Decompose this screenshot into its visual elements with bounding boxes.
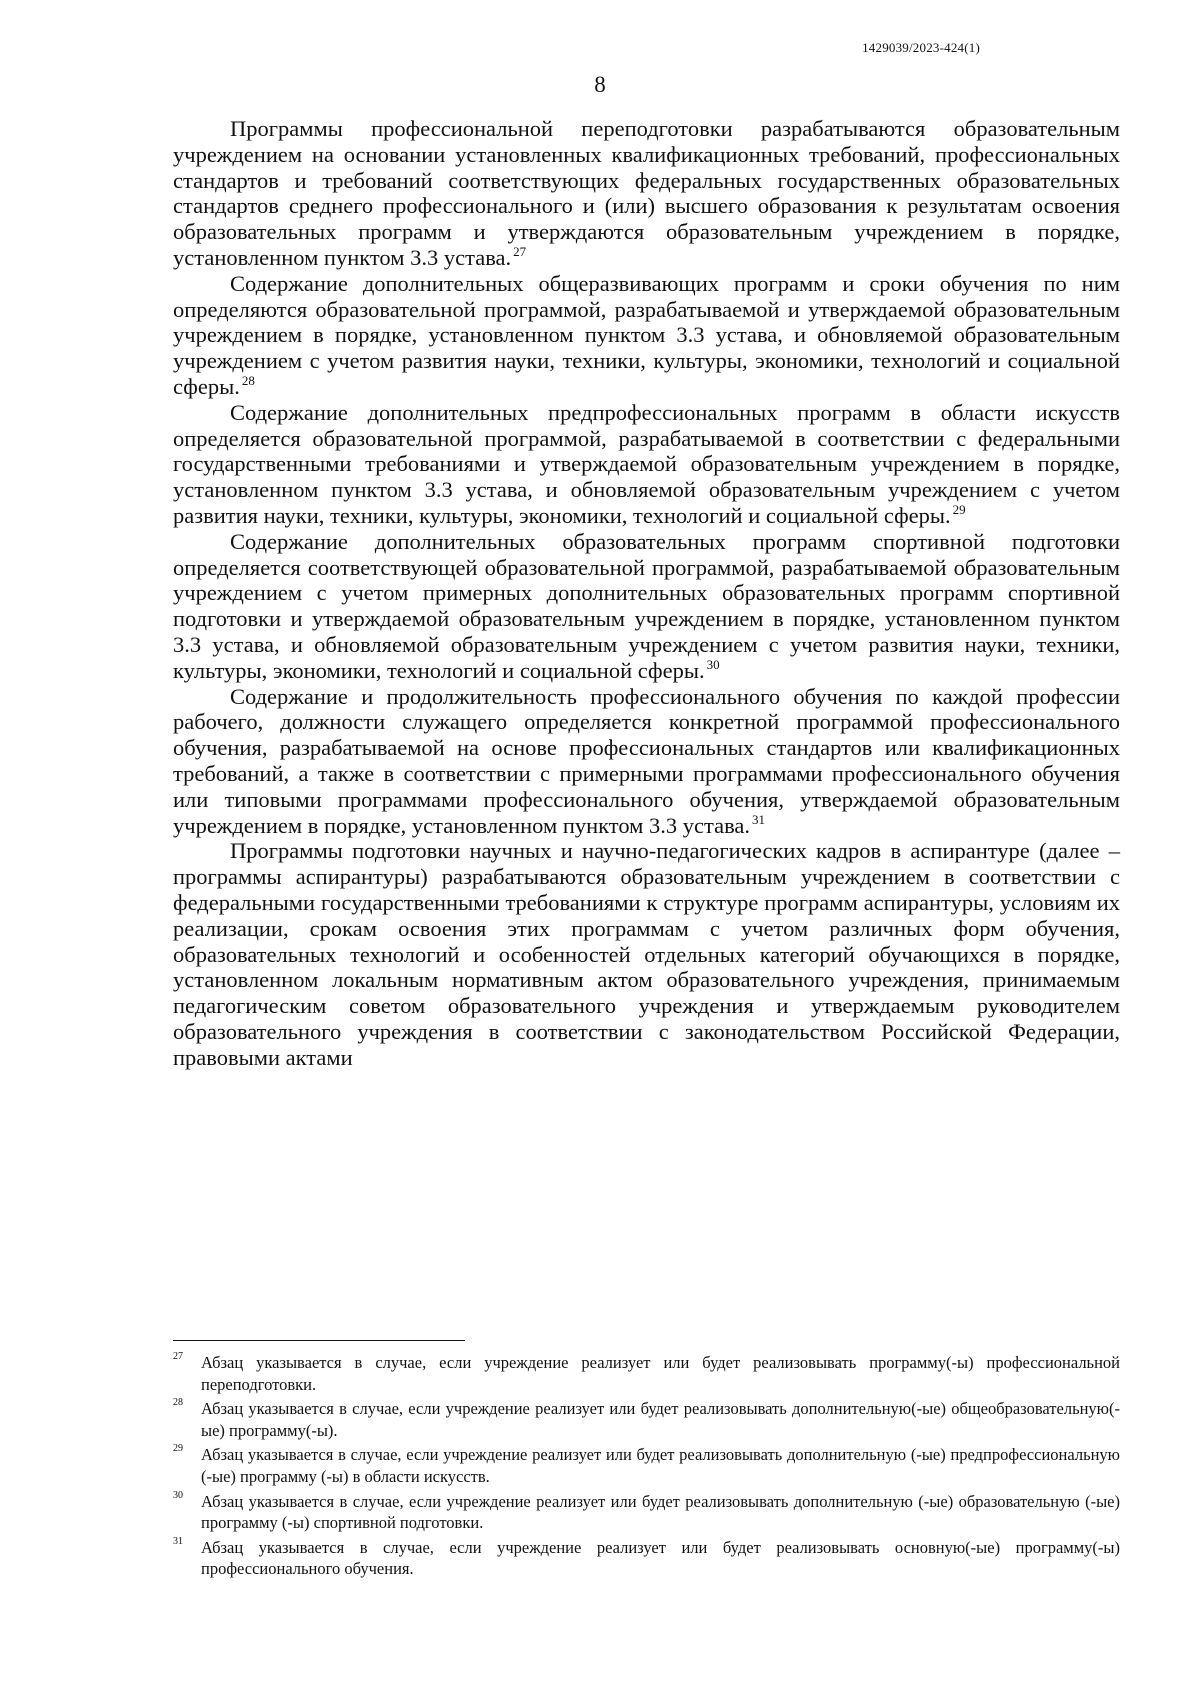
main-text bbox=[173, 116, 1120, 1070]
footnotes bbox=[173, 1352, 1120, 1583]
footnote-number: 29 bbox=[173, 1443, 183, 1455]
footnote bbox=[173, 1444, 1120, 1487]
footnote-number: 31 bbox=[173, 1535, 183, 1547]
footnote-reference: 29 bbox=[952, 502, 966, 518]
footnote bbox=[173, 1537, 1120, 1580]
paragraph-text: Содержание дополнительных образовательных программ спортивной подготовки определяется соответствующей образовательной программой, разрабатываемой образовательным учреждением с учетом примерных дополнительных образовательных программ спортивной подготовки и утверждаемой образовательным учреждением в порядке, установленном пунктом 3.3 устава, и обновляемой образовательным учреждением с учетом развития науки, техники, культуры, экономики, технологий и социальной сферы. bbox=[173, 528, 1120, 683]
page-number: 8 bbox=[594, 72, 606, 97]
paragraph bbox=[173, 684, 1120, 839]
paragraph bbox=[173, 529, 1120, 684]
paragraph bbox=[173, 116, 1120, 271]
footnote-text: Абзац указывается в случае, если учреждение реализует или будет реализовывать дополнительную (-ые) предпрофессиональную (-ые) программу (-ы) в области искусств. bbox=[201, 1445, 1120, 1486]
footnote-separator bbox=[173, 1340, 465, 1341]
footnote-reference: 28 bbox=[241, 373, 255, 389]
paragraph-text: Содержание дополнительных общеразвивающих программ и сроки обучения по ним определяются образовательной программой, разрабатываемой и утверждаемой образовательным учреждением в порядке, установленном пунктом 3.3 устава, и обновляемой образовательным учреждением с учетом развития науки, техники, культуры, экономики, технологий и социальной сферы. bbox=[173, 270, 1120, 399]
paragraph bbox=[173, 838, 1120, 1070]
footnote bbox=[173, 1352, 1120, 1395]
footnote-reference: 30 bbox=[706, 657, 720, 673]
footnote-text: Абзац указывается в случае, если учреждение реализует или будет реализовывать дополнительную (-ые) образовательную (-ые) программу (-ы) спортивной подготовки. bbox=[201, 1491, 1120, 1533]
document-id: 1429039/2023-424(1) bbox=[862, 40, 980, 55]
footnote-text: Абзац указывается в случае, если учреждение реализует или будет реализовывать основную(-ые) программу(-ы) профессионального обучения. bbox=[201, 1537, 1120, 1579]
footnote-number: 30 bbox=[173, 1489, 183, 1501]
footnote-reference: 27 bbox=[513, 244, 527, 260]
footnote bbox=[173, 1491, 1120, 1534]
footnote-reference: 31 bbox=[752, 812, 766, 828]
footnote bbox=[173, 1398, 1120, 1441]
footnote-number: 28 bbox=[173, 1397, 183, 1409]
paragraph bbox=[173, 271, 1120, 400]
footnote-number: 27 bbox=[173, 1351, 183, 1362]
paragraph-text: Программы подготовки научных и научно-педагогических кадров в аспирантуре (далее – программы аспирантуры) разрабатываются образовательным учреждением в соответствии с федеральными государственными требованиями к структуре программ аспирантуры, условиям их реализации, срокам освоения этих программам с учетом различных форм обучения, образовательных технологий и особенностей отдельных категорий обучающихся в порядке, установленном локальным нормативным актом образовательного учреждения, принимаемым педагогическим советом образовательного учреждения и утверждаемым руководителем образовательного учреждения в соответствии с законодательством Российской Федерации, правовыми актами bbox=[173, 838, 1120, 1070]
footnote-text: Абзац указывается в случае, если учреждение реализует или будет реализовывать дополнительную(-ые) общеобразовательную(-ые) программу(-ы). bbox=[201, 1399, 1120, 1440]
footnote-text: Абзац указывается в случае, если учреждение реализует или будет реализовывать программу(-ы) профессиональной переподготовки. bbox=[201, 1353, 1120, 1394]
paragraph-text: Содержание дополнительных предпрофессиональных программ в области искусств определяется образовательной программой, разрабатываемой в соответствии с федеральными государственными требованиями и утверждаемой образовательным учреждением в порядке, установленном пунктом 3.3 устава, и обновляемой образовательным учреждением с учетом развития науки, техники, культуры, экономики, технологий и социальной сферы. bbox=[173, 399, 1120, 528]
paragraph bbox=[173, 400, 1120, 529]
paragraph-text: Программы профессиональной переподготовки разрабатываются образовательным учреждением на основании установленных квалификационных требований, профессиональных стандартов и требований соответствующих федеральных государственных образовательных стандартов среднего профессионального и (или) высшего образования к результатам освоения образовательных программ и утверждаются образовательным учреждением в порядке, установленном пунктом 3.3 устава. bbox=[173, 116, 1120, 270]
paragraph-text: Содержание и продолжительность профессионального обучения по каждой профессии рабочего, должности служащего определяется конкретной программой профессионального обучения, разрабатываемой на основе профессиональных стандартов или квалификационных требований, а также в соответствии с примерными программами профессионального обучения или типовыми программами профессионального обучения, утверждаемой образовательным учреждением в порядке, установленном пунктом 3.3 устава. bbox=[173, 683, 1120, 838]
